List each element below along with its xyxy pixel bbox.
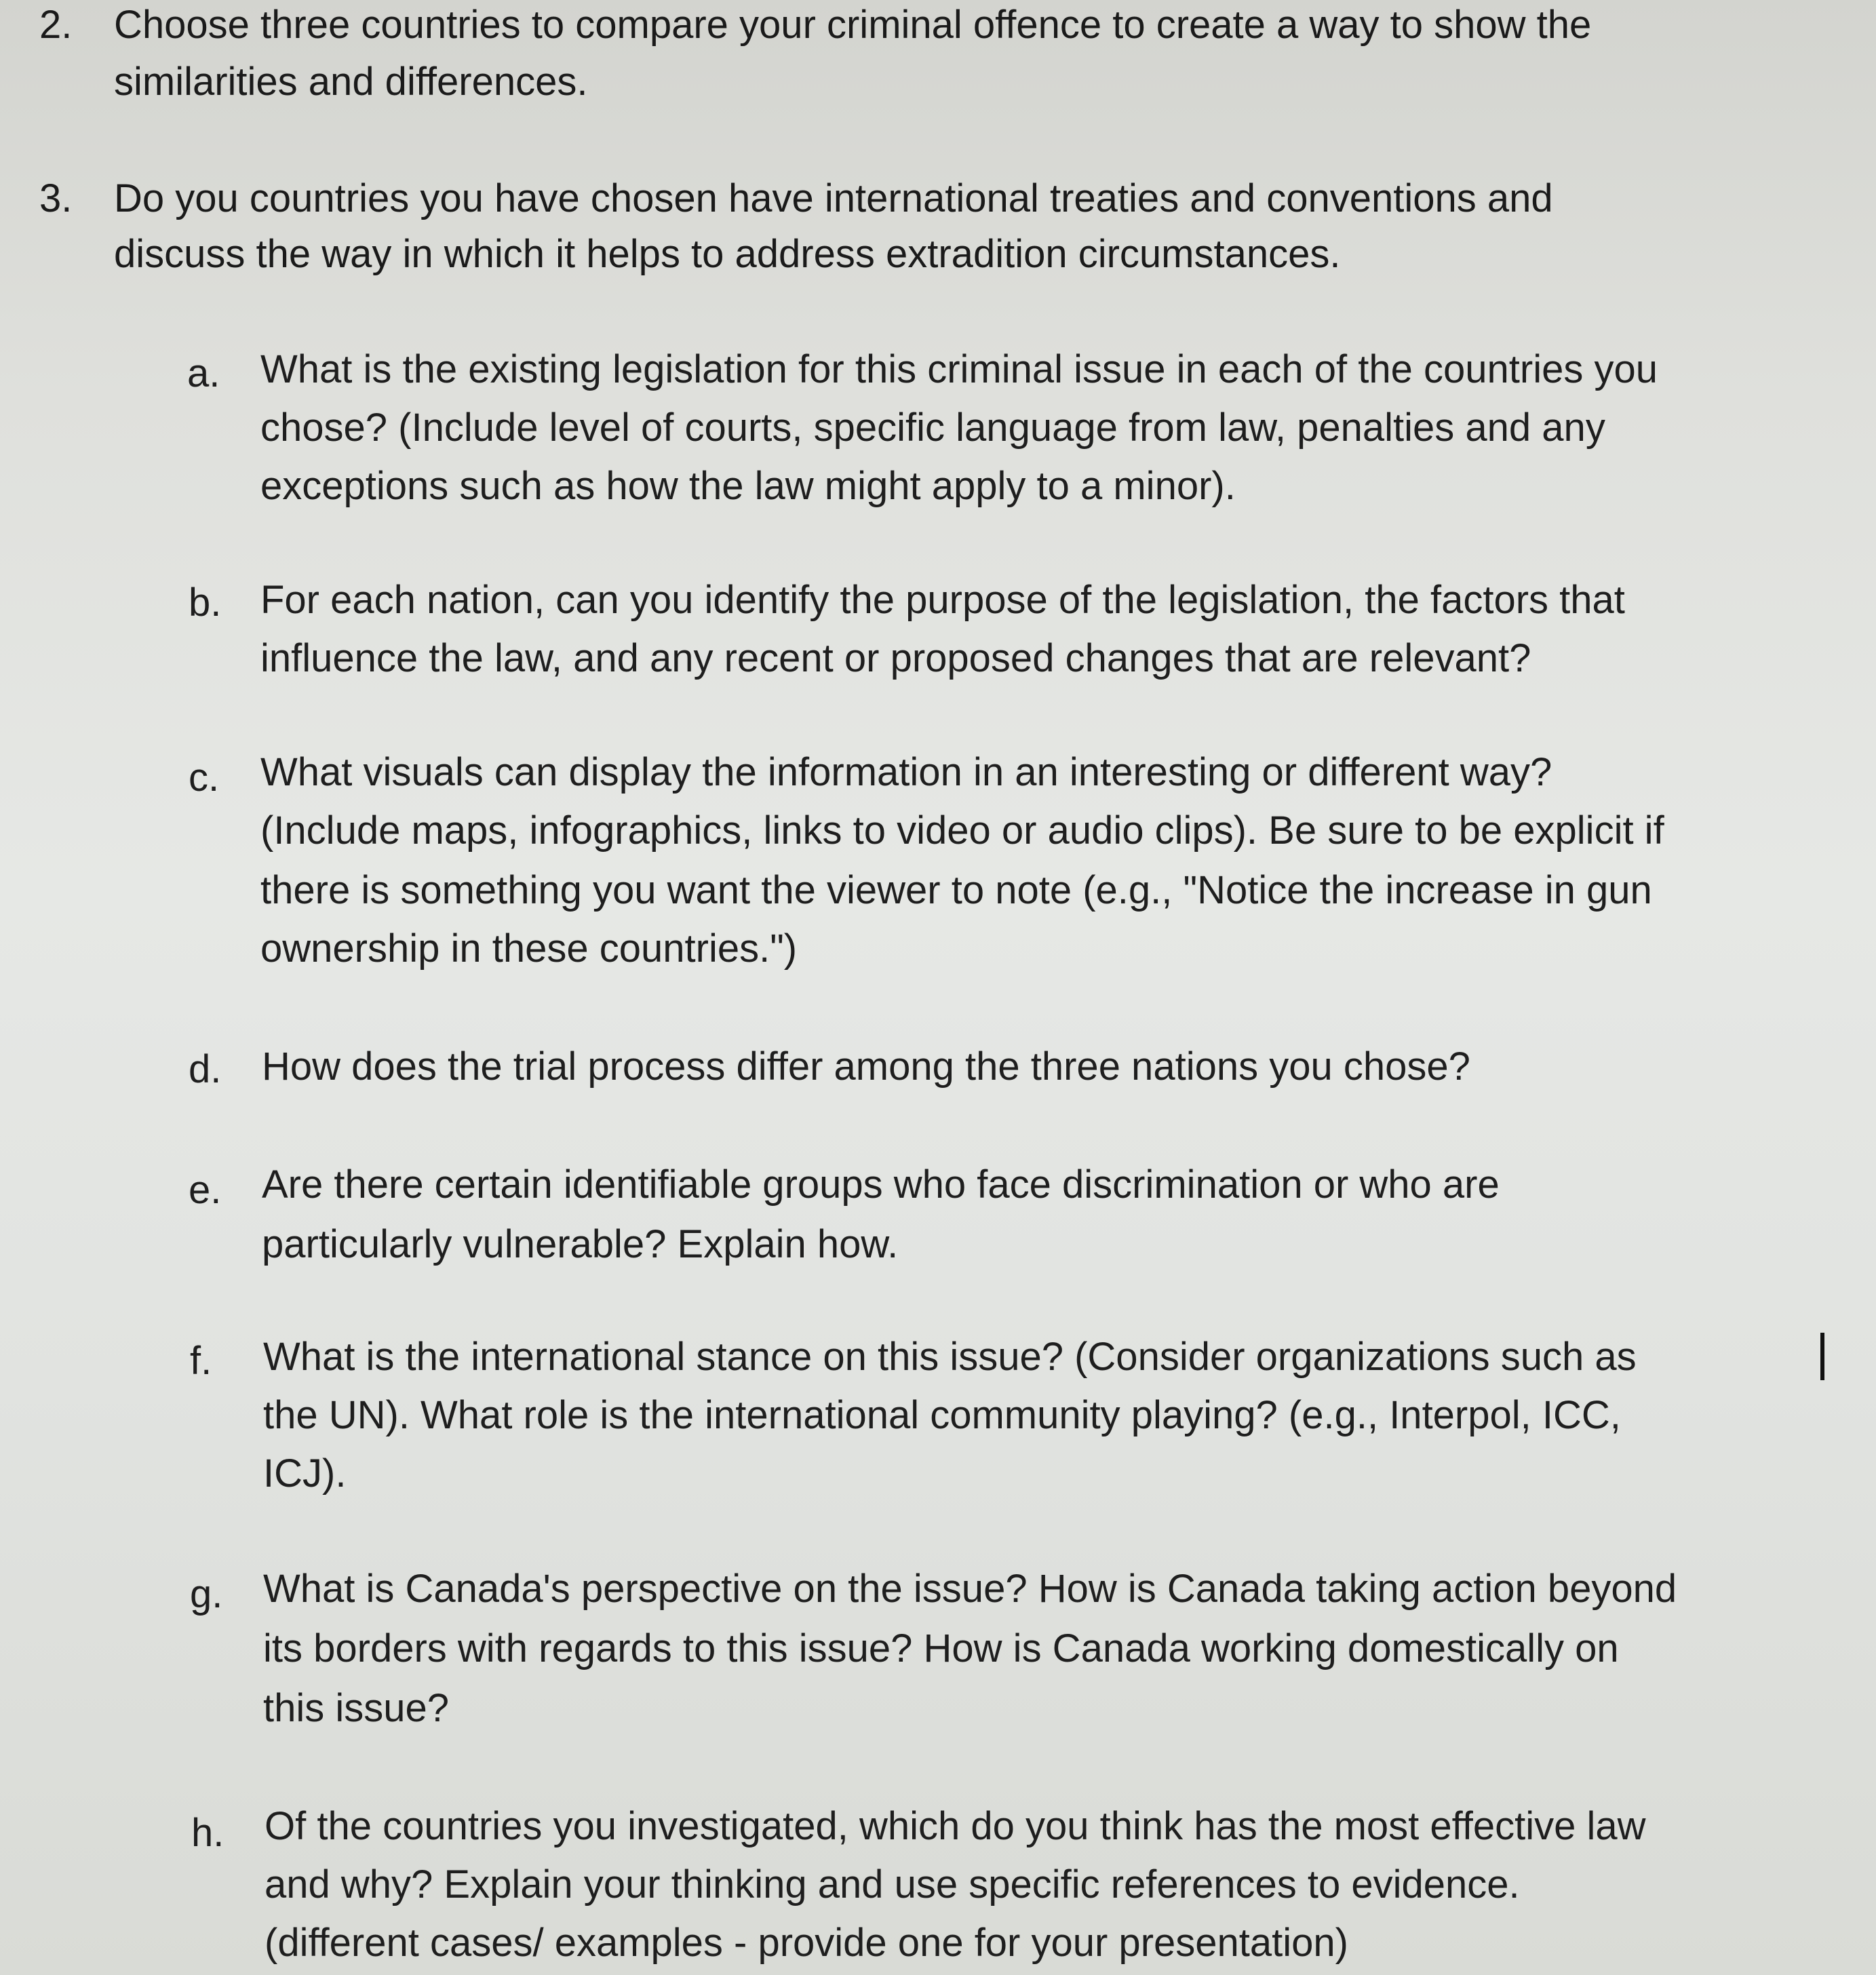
- subquestion-line: What is the international stance on this issue? (Consider organizations such as: [263, 1335, 1637, 1379]
- question-number: 2.: [39, 3, 73, 47]
- subquestion-line: ownership in these countries."): [260, 926, 798, 971]
- text-cursor: [1820, 1333, 1824, 1380]
- subquestion-letter: a.: [187, 351, 220, 395]
- question-line: similarities and differences.: [114, 60, 588, 104]
- subquestion-line: What visuals can display the information in an interesting or different way?: [260, 750, 1552, 794]
- question-line: discuss the way in which it helps to address extradition circumstances.: [114, 232, 1341, 276]
- subquestion-line: there is something you want the viewer to note (e.g., "Notice the increase in gun: [260, 868, 1652, 912]
- subquestion-letter: g.: [190, 1572, 223, 1616]
- subquestion-letter: h.: [191, 1811, 224, 1855]
- subquestion-letter: d.: [189, 1047, 222, 1091]
- subquestion-line: For each nation, can you identify the purpose of the legislation, the factors that: [260, 578, 1625, 622]
- subquestion-line: particularly vulnerable? Explain how.: [262, 1222, 899, 1266]
- subquestion-line: chose? (Include level of courts, specific language from law, penalties and any: [260, 406, 1605, 450]
- subquestion-letter: b.: [189, 581, 222, 625]
- question-line: Do you countries you have chosen have international treaties and conventions and: [114, 176, 1553, 220]
- subquestion-line: (Include maps, infographics, links to video or audio clips). Be sure to be explicit if: [260, 808, 1664, 853]
- question-line: Choose three countries to compare your criminal offence to create a way to show the: [114, 3, 1592, 47]
- subquestion-letter: f.: [190, 1339, 212, 1383]
- subquestion-letter: e.: [189, 1168, 222, 1212]
- subquestion-line: this issue?: [263, 1686, 450, 1730]
- subquestion-line: What is the existing legislation for this criminal issue in each of the countries you: [260, 347, 1658, 391]
- subquestion-line: the UN). What role is the international community playing? (e.g., Interpol, ICC,: [263, 1393, 1621, 1437]
- subquestion-line: ICJ).: [263, 1451, 347, 1495]
- subquestion-line: its borders with regards to this issue? How is Canada working domestically on: [263, 1626, 1619, 1670]
- subquestion-line: influence the law, and any recent or proposed changes that are relevant?: [260, 636, 1531, 680]
- subquestion-line: exceptions such as how the law might apply to a minor).: [260, 464, 1236, 508]
- subquestion-line: (different cases/ examples - provide one for your presentation): [265, 1921, 1348, 1965]
- subquestion-line: Of the countries you investigated, which do you think has the most effective law: [265, 1804, 1646, 1848]
- question-number: 3.: [39, 176, 73, 220]
- subquestion-line: Are there certain identifiable groups who face discrimination or who are: [262, 1162, 1500, 1207]
- subquestion-line: What is Canada's perspective on the issue? How is Canada taking action beyond: [263, 1567, 1677, 1611]
- subquestion-letter: c.: [189, 756, 220, 800]
- subquestion-line: and why? Explain your thinking and use specific references to evidence.: [265, 1862, 1520, 1906]
- subquestion-line: How does the trial process differ among the three nations you chose?: [262, 1044, 1470, 1089]
